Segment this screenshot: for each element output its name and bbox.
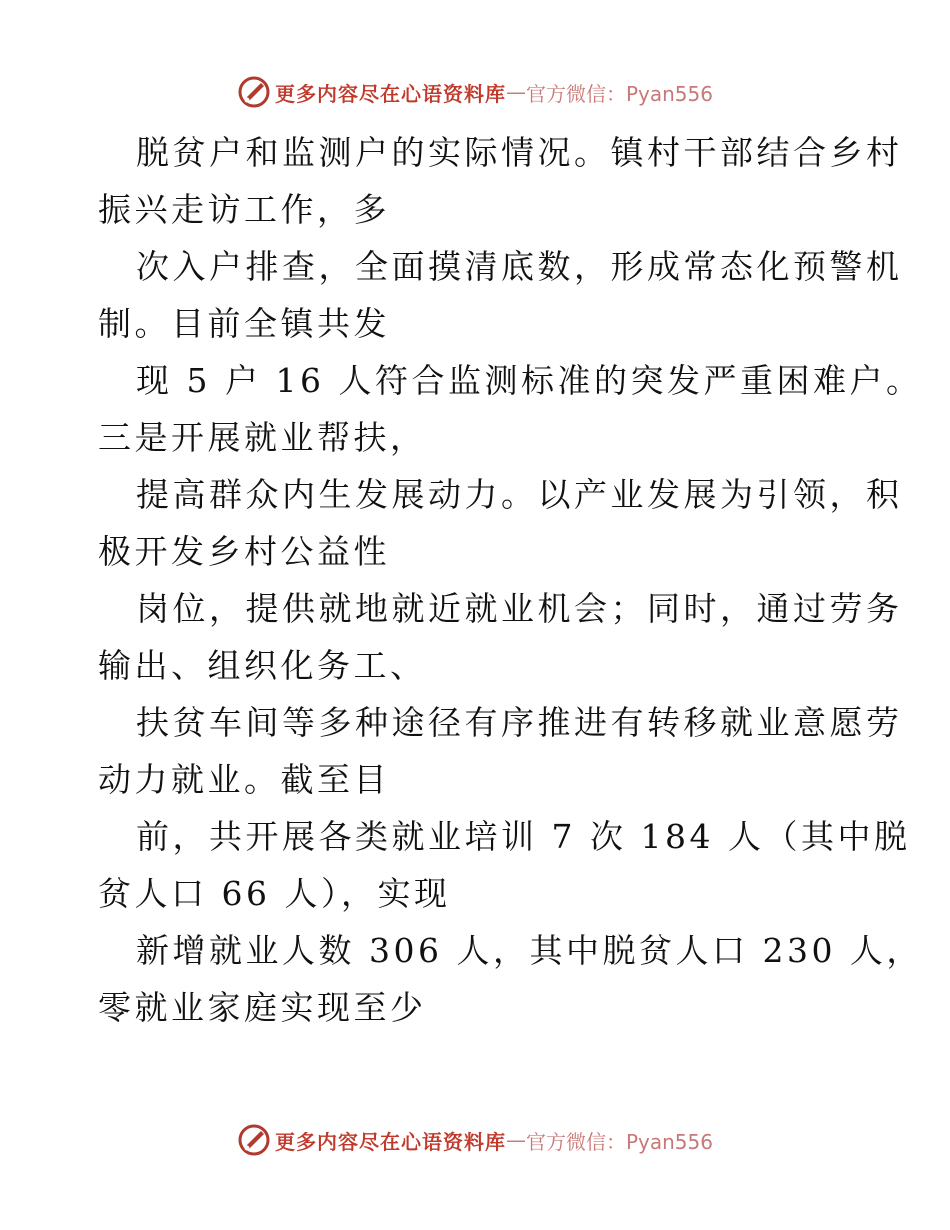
- text-line: 制。目前全镇共发: [98, 304, 390, 343]
- text-line: 脱贫户和监测户的实际情况。镇村干部结合乡村: [136, 133, 903, 172]
- banner-site-text: 更多内容尽在心语资料库: [274, 1129, 506, 1154]
- text-line: 岗位，提供就地就近就业机会；同时，通过劳务: [136, 589, 903, 628]
- text-line: 输出、组织化务工、: [98, 646, 427, 685]
- header-banner: [0, 70, 950, 114]
- text-line: 前，共开展各类就业培训 7 次 184 人（其中脱: [136, 817, 911, 856]
- banner-separator: —: [505, 80, 526, 104]
- text-line: 动力就业。截至目: [98, 760, 390, 799]
- banner-separator: —: [505, 1128, 526, 1152]
- text-line: 振兴走访工作，多: [98, 190, 390, 229]
- banner-contact-text: 官方微信：Pyan556: [525, 1129, 713, 1154]
- text-line: 贫人口 66 人），实现: [98, 874, 451, 913]
- pen-logo-icon: [237, 75, 271, 109]
- text-line: 极开发乡村公益性: [98, 532, 390, 571]
- text-line: 新增就业人数 306 人，其中脱贫人口 230 人，: [136, 931, 923, 970]
- text-line: 提高群众内生发展动力。以产业发展为引领，积: [136, 475, 903, 514]
- text-line: 零就业家庭实现至少: [98, 988, 427, 1027]
- text-line: 次入户排查，全面摸清底数，形成常态化预警机: [136, 247, 903, 286]
- text-line: 三是开展就业帮扶，: [98, 418, 427, 457]
- text-line: 现 5 户 16 人符合监测标准的突发严重困难户。: [136, 361, 923, 400]
- pen-logo-icon: [237, 1123, 271, 1157]
- text-line: 扶贫车间等多种途径有序推进有转移就业意愿劳: [136, 703, 903, 742]
- footer-banner: [0, 1118, 950, 1162]
- banner-site-text: 更多内容尽在心语资料库: [274, 81, 506, 106]
- banner-contact-text: 官方微信：Pyan556: [525, 81, 713, 106]
- document-body: [98, 124, 923, 1036]
